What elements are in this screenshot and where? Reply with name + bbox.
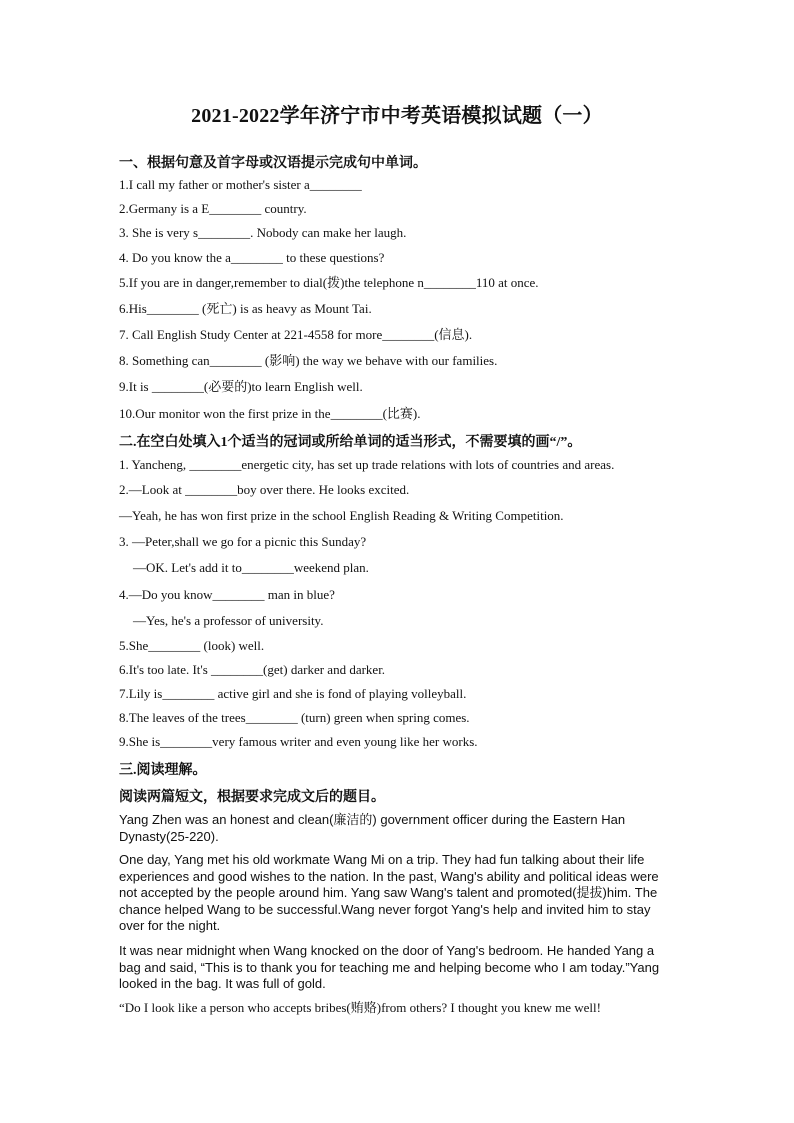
reading-paragraph-4: “Do I look like a person who accepts bribes(贿赂)from others? I thought you knew me well! (119, 1000, 601, 1015)
reading-paragraph-1: Yang Zhen was an honest and clean(廉洁的) government officer during the Eastern Han Dynasty(25-220). (119, 812, 626, 844)
section2-item-6: 6.It's too late. It's ________(get) darker and darker. (119, 662, 386, 677)
section2-item-3: 3. —Peter,shall we go for a picnic this Sunday? (119, 534, 367, 549)
section1-item-4: 4. Do you know the a________ to these questions? (119, 250, 385, 265)
section1-item-7: 7. Call English Study Center at 221-4558 for more________(信息). (119, 327, 473, 342)
section2-item-7: 7.Lily is________ active girl and she is fond of playing volleyball. (119, 686, 467, 701)
section3-subheading: 阅读两篇短文，根据要求完成文后的题目。 (119, 790, 385, 805)
section2-item-4: 4.—Do you know________ man in blue? (119, 587, 335, 602)
section2-item-9: 9.She is________very famous writer and even young like her works. (119, 734, 478, 749)
section1-item-1: 1.I call my father or mother's sister a________ (119, 177, 362, 192)
reading-paragraph-3: It was near midnight when Wang knocked on the door of Yang's bedroom. He handed Yang a bag and said, “This is to thank you for teaching me and helping become who I am today.”Yang looked in the bag. It was full of gold. (119, 943, 660, 991)
section1-item-9: 9.It is ________(必要的)to learn English well. (119, 379, 363, 394)
section2-item-5: 5.She________ (look) well. (119, 638, 265, 653)
section1-item-2: 2.Germany is a E________ country. (119, 201, 307, 216)
section1-heading: 一、根据句意及首字母或汉语提示完成句中单词。 (119, 156, 427, 171)
section1-item-6: 6.His________ (死亡) is as heavy as Mount Tai. (119, 301, 372, 316)
page-title: 2021-2022学年济宁市中考英语模拟试题（一） (191, 105, 603, 127)
reading-paragraph-2: One day, Yang met his old workmate Wang Mi on a trip. They had fun talking about their life experiences and good wishes to the nation. In the past, Wang's ability and political ideas were not accepted by the people around him. Yang saw Wang's talent and promoted(提拔)him. The chance helped Wang to be successful.Wang never forgot Yang's help and invited him to stay over for the night. (119, 852, 659, 933)
section2-item-2: 2.—Look at ________boy over there. He looks excited. (119, 482, 410, 497)
section2-item-2-reply: —Yeah, he has won first prize in the school English Reading & Writing Competition. (119, 508, 564, 523)
section2-heading: 二.在空白处填入1个适当的冠词或所给单词的适当形式，不需要填的画“/”。 (119, 435, 582, 450)
section1-item-3: 3. She is very s________. Nobody can make her laugh. (119, 225, 407, 240)
section2-item-3-reply: —OK. Let's add it to________weekend plan. (133, 560, 369, 575)
section1-item-5: 5.If you are in danger,remember to dial(拨)the telephone n________110 at once. (119, 275, 539, 290)
section2-item-4-reply: —Yes, he's a professor of university. (133, 613, 324, 628)
section3-heading: 三.阅读理解。 (119, 763, 207, 778)
section2-item-8: 8.The leaves of the trees________ (turn) green when spring comes. (119, 710, 470, 725)
section1-item-10: 10.Our monitor won the first prize in the________(比赛). (119, 406, 421, 421)
section1-item-8: 8. Something can________ (影响) the way we behave with our families. (119, 353, 498, 368)
section2-item-1: 1. Yancheng, ________energetic city, has set up trade relations with lots of countries and areas. (119, 457, 615, 472)
